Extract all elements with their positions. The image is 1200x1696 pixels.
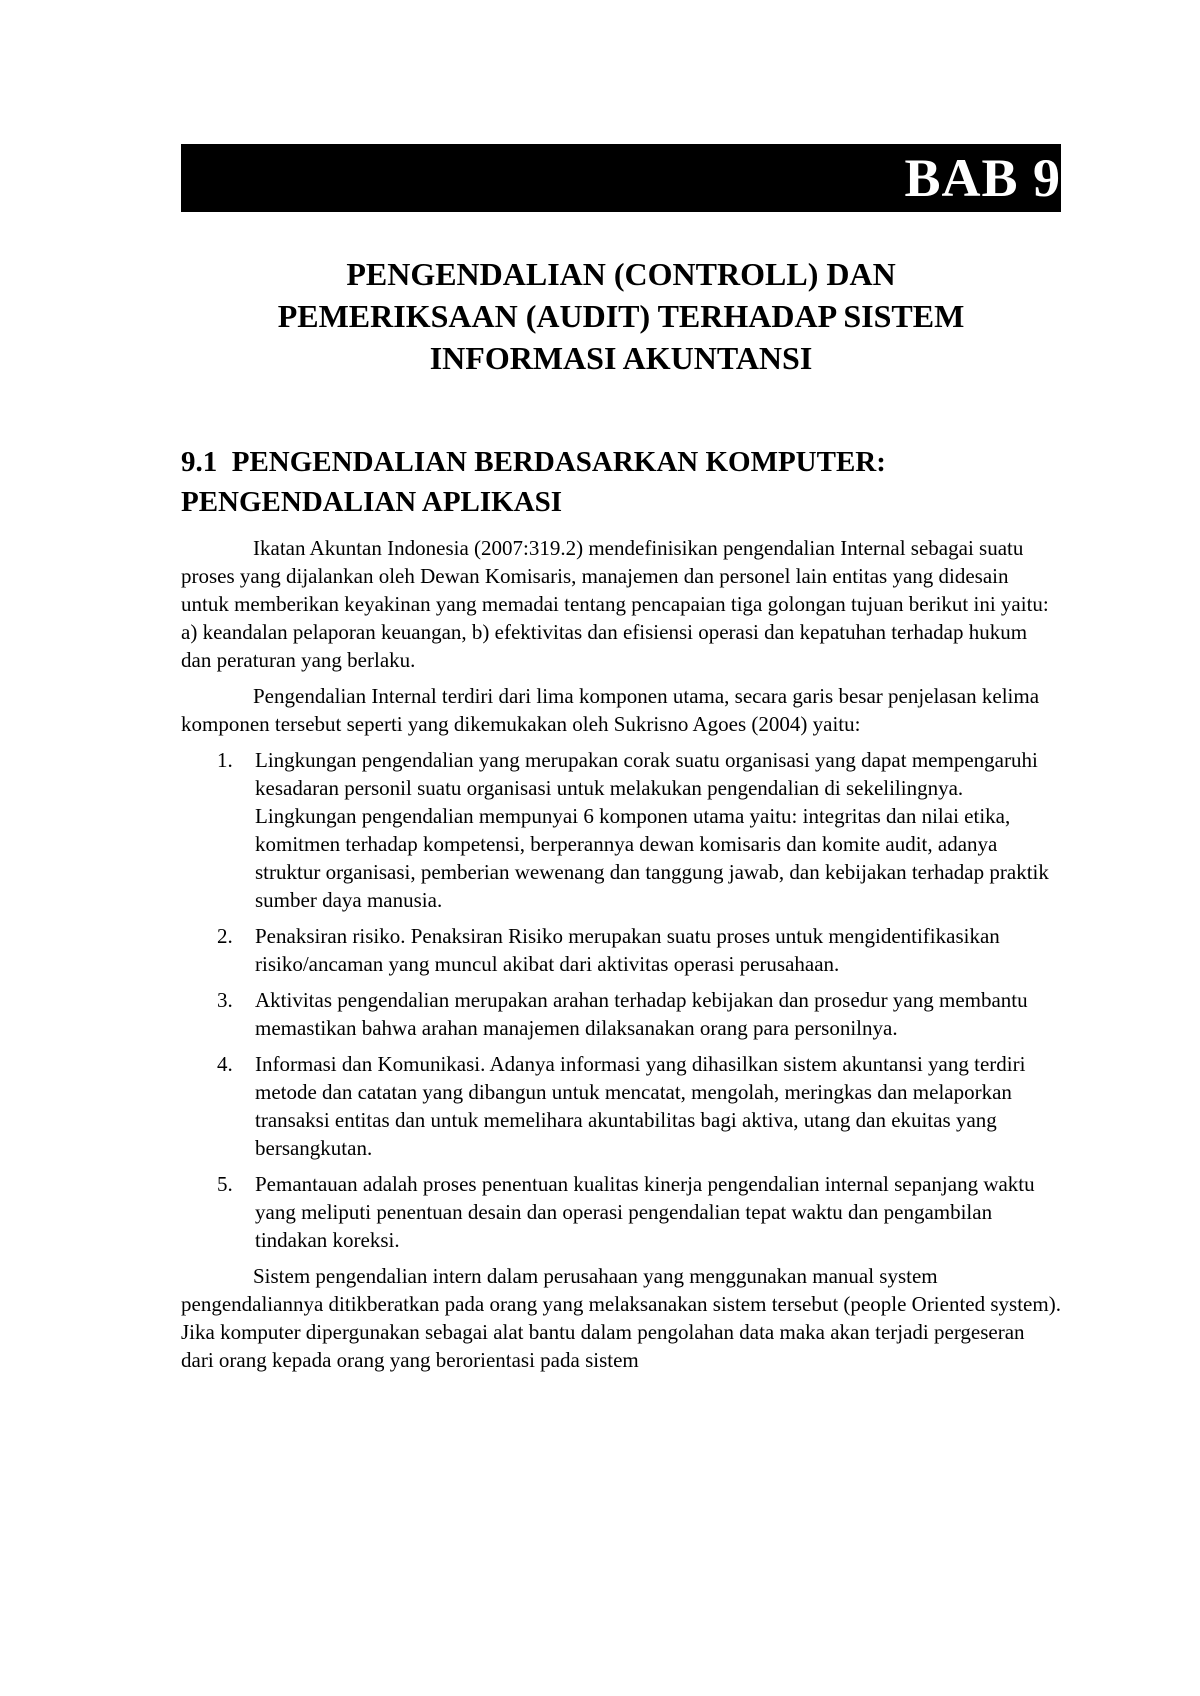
chapter-title-line: INFORMASI AKUNTANSI (429, 340, 813, 376)
component-list (181, 746, 1061, 1254)
list-item (181, 1170, 1061, 1254)
paragraph: Pengendalian Internal terdiri dari lima komponen utama, secara garis besar penjelasan kelima komponen tersebut seperti yang dikemukakan oleh Sukrisno Agoes (2004) yaitu: (181, 684, 1040, 736)
list-item (181, 1050, 1061, 1162)
chapter-title-line: PEMERIKSAAN (AUDIT) TERHADAP SISTEM (277, 298, 965, 334)
list-item-number: 3. (217, 988, 233, 1012)
paragraph: Ikatan Akuntan Indonesia (2007:319.2) mendefinisikan pengendalian Internal sebagai suatu proses yang dijalankan oleh Dewan Komisaris, manajemen dan personel lain entitas yang didesain untuk memberikan keyakinan yang memadai tentang pencapaian tiga golongan tujuan berikut ini yaitu: a) keandalan pelaporan keuangan, b) efektivitas dan efisiensi operasi dan kepatuhan terhadap hukum dan peraturan yang berlaku. (181, 536, 1049, 672)
list-item-text: Aktivitas pengendalian merupakan arahan terhadap kebijakan dan prosedur yang membantu memastikan bahwa arahan manajemen dilaksanakan orang para personilnya. (255, 988, 1028, 1040)
list-item-number: 1. (217, 748, 233, 772)
list-item-number: 5. (217, 1172, 233, 1196)
list-item-number: 4. (217, 1052, 233, 1076)
section-title-line: PENGENDALIAN APLIKASI (181, 486, 563, 518)
section-title-line: PENGENDALIAN BERDASARKAN KOMPUTER: (231, 446, 886, 478)
list-item (181, 746, 1061, 914)
section-number: 9.1 (181, 446, 218, 478)
body-text (181, 534, 1061, 1382)
chapter-title (181, 253, 1061, 379)
chapter-banner (181, 144, 1061, 212)
chapter-label: BAB 9 (904, 148, 1061, 208)
list-item-text: Penaksiran risiko. Penaksiran Risiko merupakan suatu proses untuk mengidentifikasikan risiko/ancaman yang muncul akibat dari aktivitas operasi perusahaan. (255, 924, 1000, 976)
chapter-title-line: PENGENDALIAN (CONTROLL) DAN (346, 256, 896, 292)
list-item-number: 2. (217, 924, 233, 948)
list-item-text: Pemantauan adalah proses penentuan kualitas kinerja pengendalian internal sepanjang waktu yang meliputi penentuan desain dan operasi pengendalian tepat waktu dan pengambilan tindakan koreksi. (255, 1172, 1035, 1252)
list-item-text: Informasi dan Komunikasi. Adanya informasi yang dihasilkan sistem akuntansi yang terdiri metode dan catatan yang dibangun untuk mencatat, mengolah, meringkas dan melaporkan transaksi entitas dan untuk memelihara akuntabilitas bagi aktiva, utang dan ekuitas yang bersangkutan. (255, 1052, 1026, 1160)
list-item (181, 986, 1061, 1042)
paragraph: Sistem pengendalian intern dalam perusahaan yang menggunakan manual system pengendaliannya ditikberatkan pada orang yang melaksanakan sistem tersebut (people Oriented system). Jika komputer dipergunakan sebagai alat bantu dalam pengolahan data maka akan terjadi pergeseran dari orang kepada orang yang berorientasi pada sistem (181, 1264, 1061, 1372)
list-item (181, 922, 1061, 978)
list-item-text: Lingkungan pengendalian yang merupakan corak suatu organisasi yang dapat mempengaruhi kesadaran personil suatu organisasi untuk melakukan pengendalian di sekelilingnya. Lingkungan pengendalian mempunyai 6 komponen utama yaitu: integritas dan nilai etika, komitmen terhadap kompetensi, berperannya dewan komisaris dan komite audit, adanya struktur organisasi, pemberian wewenang dan tanggung jawab, dan kebijakan terhadap praktik sumber daya manusia. (255, 748, 1049, 912)
section-heading (181, 442, 1061, 522)
